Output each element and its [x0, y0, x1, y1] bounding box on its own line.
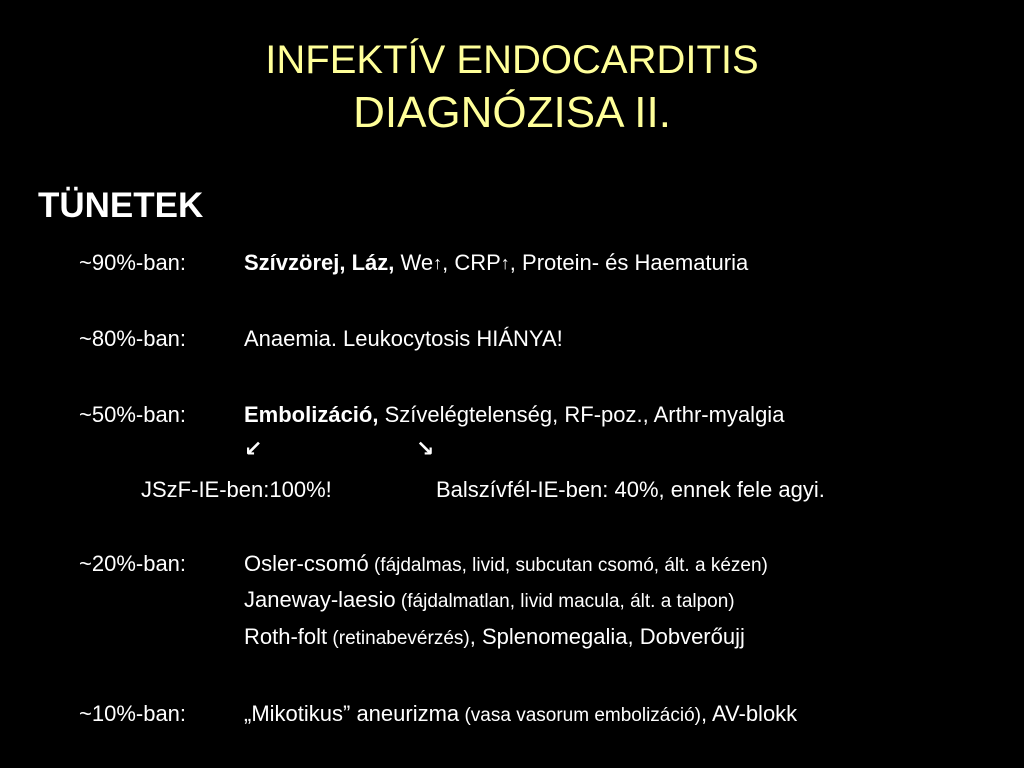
roth-label: Roth-folt: [244, 624, 328, 649]
row-50-rest: Szívelégtelenség, RF-poz., Arthr-myalgia: [378, 402, 785, 427]
arrow-up-icon: ↑: [500, 253, 510, 273]
arrow-up-icon: ↑: [433, 253, 443, 273]
row-90-we: We: [394, 250, 434, 275]
slide-title-line2: DIAGNÓZISA II.: [353, 88, 671, 137]
row-50-label: ~50%-ban:: [79, 402, 187, 427]
row-20-line3: [244, 624, 745, 650]
row-50-content: [244, 402, 784, 428]
row-20-line2: [244, 587, 735, 613]
osler-label: Osler-csomó: [244, 551, 369, 576]
row-50-sub-right: Balszívfél-IE-ben: 40%, ennek fele agyi.: [436, 477, 825, 502]
row-50-sub-left: JSzF-IE-ben:100%!: [141, 477, 332, 502]
row-10-rest: , AV-blokk: [700, 701, 798, 726]
row-90-rest: , Protein- és Haematuria: [509, 250, 749, 275]
janeway-note: (fájdalmatlan, livid macula, ált. a talpon): [395, 591, 735, 612]
arrow-down-right-icon: ↘: [416, 436, 435, 461]
row-80-text: Anaemia. Leukocytosis HIÁNYA!: [244, 326, 563, 351]
row-90-crp: , CRP: [442, 250, 501, 275]
aneurizma-label: „Mikotikus” aneurizma: [244, 701, 460, 726]
arrow-down-left-icon: ↙: [244, 436, 263, 461]
row-90-bold: Szívzörej, Láz,: [244, 250, 395, 275]
row-80-label: ~80%-ban:: [79, 326, 187, 351]
row-90-label: ~90%-ban:: [79, 250, 187, 275]
aneurizma-note: (vasa vasorum embolizáció): [459, 705, 701, 726]
row-20-line1: [244, 551, 768, 577]
row-90-content: [244, 250, 748, 276]
row-10-label: ~10%-ban:: [79, 701, 187, 726]
janeway-label: Janeway-laesio: [244, 587, 396, 612]
row-50-bold: Embolizáció,: [244, 402, 379, 427]
section-heading: TÜNETEK: [38, 186, 204, 225]
osler-note: (fájdalmas, livid, subcutan csomó, ált. a kézen): [368, 555, 768, 576]
roth-rest: , Splenomegalia, Dobverőujj: [469, 624, 745, 649]
roth-note: (retinabevérzés): [327, 628, 470, 649]
slide-title-line1: INFEKTÍV ENDOCARDITIS: [265, 38, 759, 82]
row-20-label: ~20%-ban:: [79, 551, 187, 576]
row-10-content: [244, 701, 797, 727]
